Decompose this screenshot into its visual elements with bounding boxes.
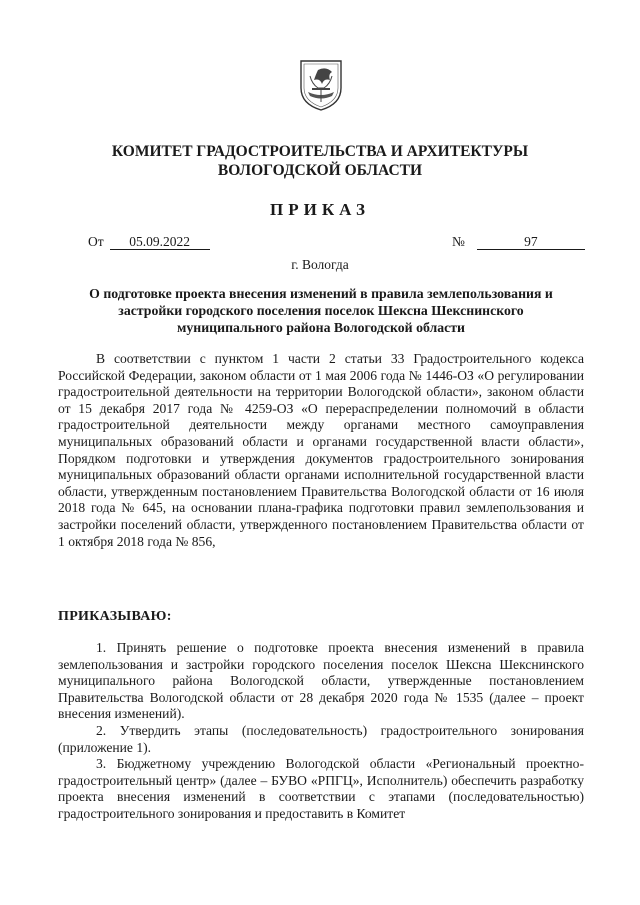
organization-line-2: ВОЛОГОДСКОЙ ОБЛАСТИ [217, 162, 423, 179]
order-subject: О подготовке проекта внесения изменений в правила землепользования и застройки городского поселения поселок Шексна Шекснинского муниципального района Вологодской области [89, 286, 553, 335]
organization-name [60, 142, 580, 180]
decree-items [58, 640, 584, 823]
city: г. Вологда [291, 257, 349, 272]
decree-item: 3. Бюджетному учреждению Вологодской области «Региональный проектно-градостроительный центр» (далее – БУВО «РПГЦ», Исполнитель) обеспечить разработку проекта внесения изменений в соответствии с этапами (последовательностью) градостроительного зонирования и предоставить в Комитет [58, 756, 584, 821]
order-date: 05.09.2022 [110, 234, 210, 250]
organization-line-1: КОМИТЕТ ГРАДОСТРОИТЕЛЬСТВА И АРХИТЕКТУРЫ [111, 143, 529, 160]
preamble-paragraph: В соответствии с пунктом 1 части 2 статьи 33 Градостроительного кодекса Российской Федерации, законом области от 1 мая 2006 года № 1446-ОЗ «О регулировании градостроительной деятельности на территории Вологодской области», законом области от 15 декабря 2017 года № 4259-ОЗ «О перераспределении полномочий в области градостроительной деятельности между органами местного самоуправления муниципальных образований области и органами государственной власти области», Порядком подготовки и утверждения документов градостроительного зонирования муниципальных образований области органами исполнительной государственной власти области, утвержденным постановлением Правительства Вологодской области от 16 июля 2018 года № 645, на основании плана-графика подготовки правил землепользования и застройки поселений области, утвержденного постановлением Правительства области от 1 октября 2018 года № 856, [58, 351, 584, 549]
vologda-coat-of-arms-icon [298, 58, 344, 112]
number-prefix: № [452, 234, 465, 249]
decree-item: 2. Утвердить этапы (последовательность) градостроительного зонирования (приложение 1). [58, 722, 584, 755]
date-line [88, 234, 210, 250]
date-prefix: От [88, 234, 104, 249]
number-line [452, 234, 585, 250]
order-number: 97 [477, 234, 585, 250]
decree-item: 1. Принять решение о подготовке проекта внесения изменений в правила землепользования и застройки городского поселения поселок Шексна Шекснинского муниципального района Вологодской области, утвержденные постановлением Правительства Вологодской области от 28 декабря 2020 года № 1535 (далее – проект внесения изменений). [58, 640, 584, 722]
decree-word: ПРИКАЗЫВАЮ: [58, 609, 172, 624]
document-type-title: ПРИКАЗ [270, 200, 370, 219]
